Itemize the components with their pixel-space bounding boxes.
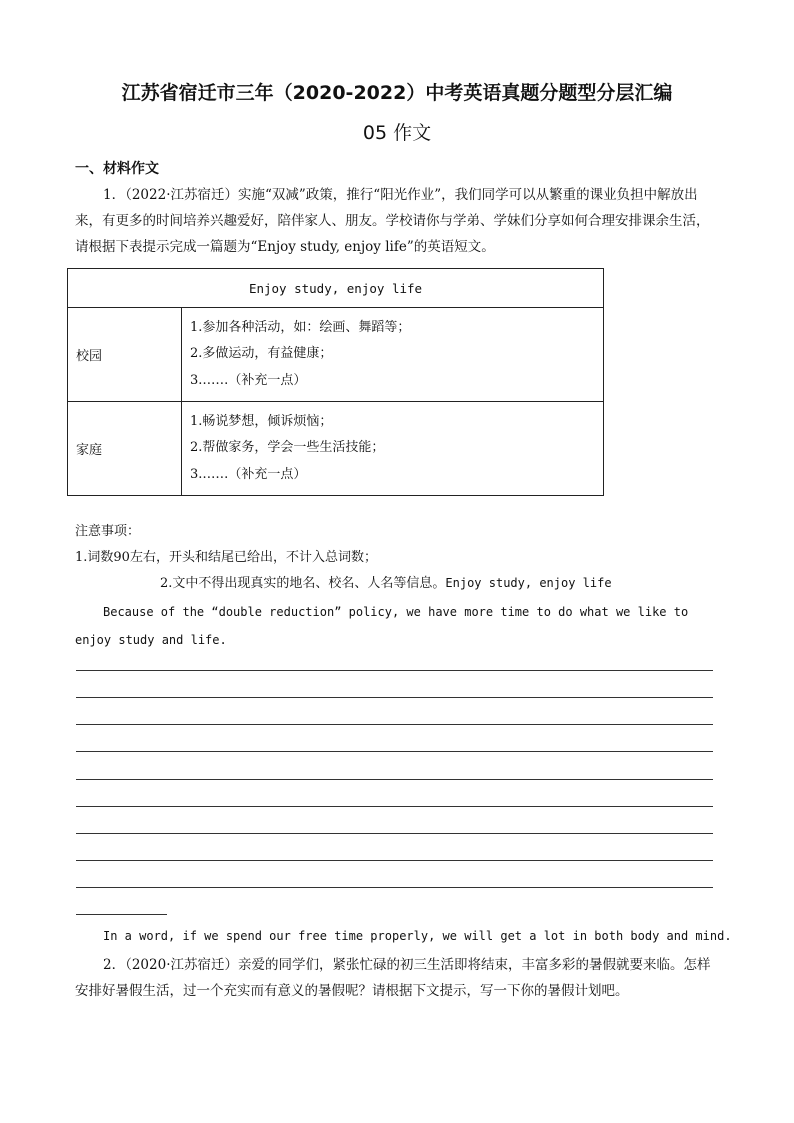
note-2-tail: Enjoy study, enjoy life xyxy=(445,576,612,590)
row-label-campus: 校园 xyxy=(68,308,182,402)
writing-line[interactable] xyxy=(76,833,713,834)
essay-outro: In a word, if we spend our free time properly, we will get a lot in both body and mind. xyxy=(103,929,732,943)
prompt-table xyxy=(67,268,604,496)
note-1: 1.词数90左右，开头和结尾已给出，不计入总词数； xyxy=(75,550,377,565)
notes-title: 注意事项： xyxy=(75,524,141,539)
row-item: 3.……（补充一点） xyxy=(190,466,307,482)
writing-line[interactable] xyxy=(76,697,713,698)
table-row xyxy=(68,308,604,402)
essay-intro: Because of the “double reduction” policy, we have more time to do what we like to enjoy study and life. xyxy=(75,605,689,647)
section-heading: 一、材料作文 xyxy=(75,161,159,177)
writing-line[interactable] xyxy=(76,860,713,861)
writing-line[interactable] xyxy=(76,724,713,725)
row-item: 1.参加各种活动，如：绘画、舞蹈等； xyxy=(190,319,411,335)
row-item: 1.畅说梦想，倾诉烦恼； xyxy=(190,413,333,429)
row-item: 2.帮做家务，学会一些生活技能； xyxy=(190,440,385,456)
document-title: 江苏省宿迁市三年（2020-2022）中考英语真题分题型分层汇编 xyxy=(121,82,673,104)
writing-line-short[interactable] xyxy=(76,914,167,915)
writing-line[interactable] xyxy=(76,751,713,752)
row-item: 3.……（补充一点） xyxy=(190,372,307,388)
question-1-text: 1．（2022·江苏宿迁）实施“双减”政策，推行“阳光作业”，我们同学可以从繁重的课业负担中解放出来，有更多的时间培养兴趣爱好，陪伴家人、朋友。学校请你与学弟、学妹们分享如何合理安排课余生活，请根据下表提示完成一篇题为“Enjoy study, enjoy life”的英语短文。 xyxy=(75,187,710,255)
row-item: 2.多做运动，有益健康； xyxy=(190,346,333,362)
row-label-family: 家庭 xyxy=(68,402,182,496)
document-subtitle: 05 作文 xyxy=(362,122,432,144)
question-2-text: 2．（2020·江苏宿迁）亲爱的同学们，紧张忙碌的初三生活即将结束，丰富多彩的暑假就要来临。怎样安排好暑假生活，过一个充实而有意义的暑假呢？请根据下文提示，写一下你的暑假计划吧。 xyxy=(75,957,711,999)
writing-line[interactable] xyxy=(76,887,713,888)
writing-line[interactable] xyxy=(76,779,713,780)
writing-line[interactable] xyxy=(76,670,713,671)
table-header: Enjoy study, enjoy life xyxy=(68,269,604,308)
writing-line[interactable] xyxy=(76,806,713,807)
note-2: 2.文中不得出现真实的地名、校名、人名等信息。Enjoy study, enjoy life xyxy=(160,576,612,591)
table-row xyxy=(68,402,604,496)
